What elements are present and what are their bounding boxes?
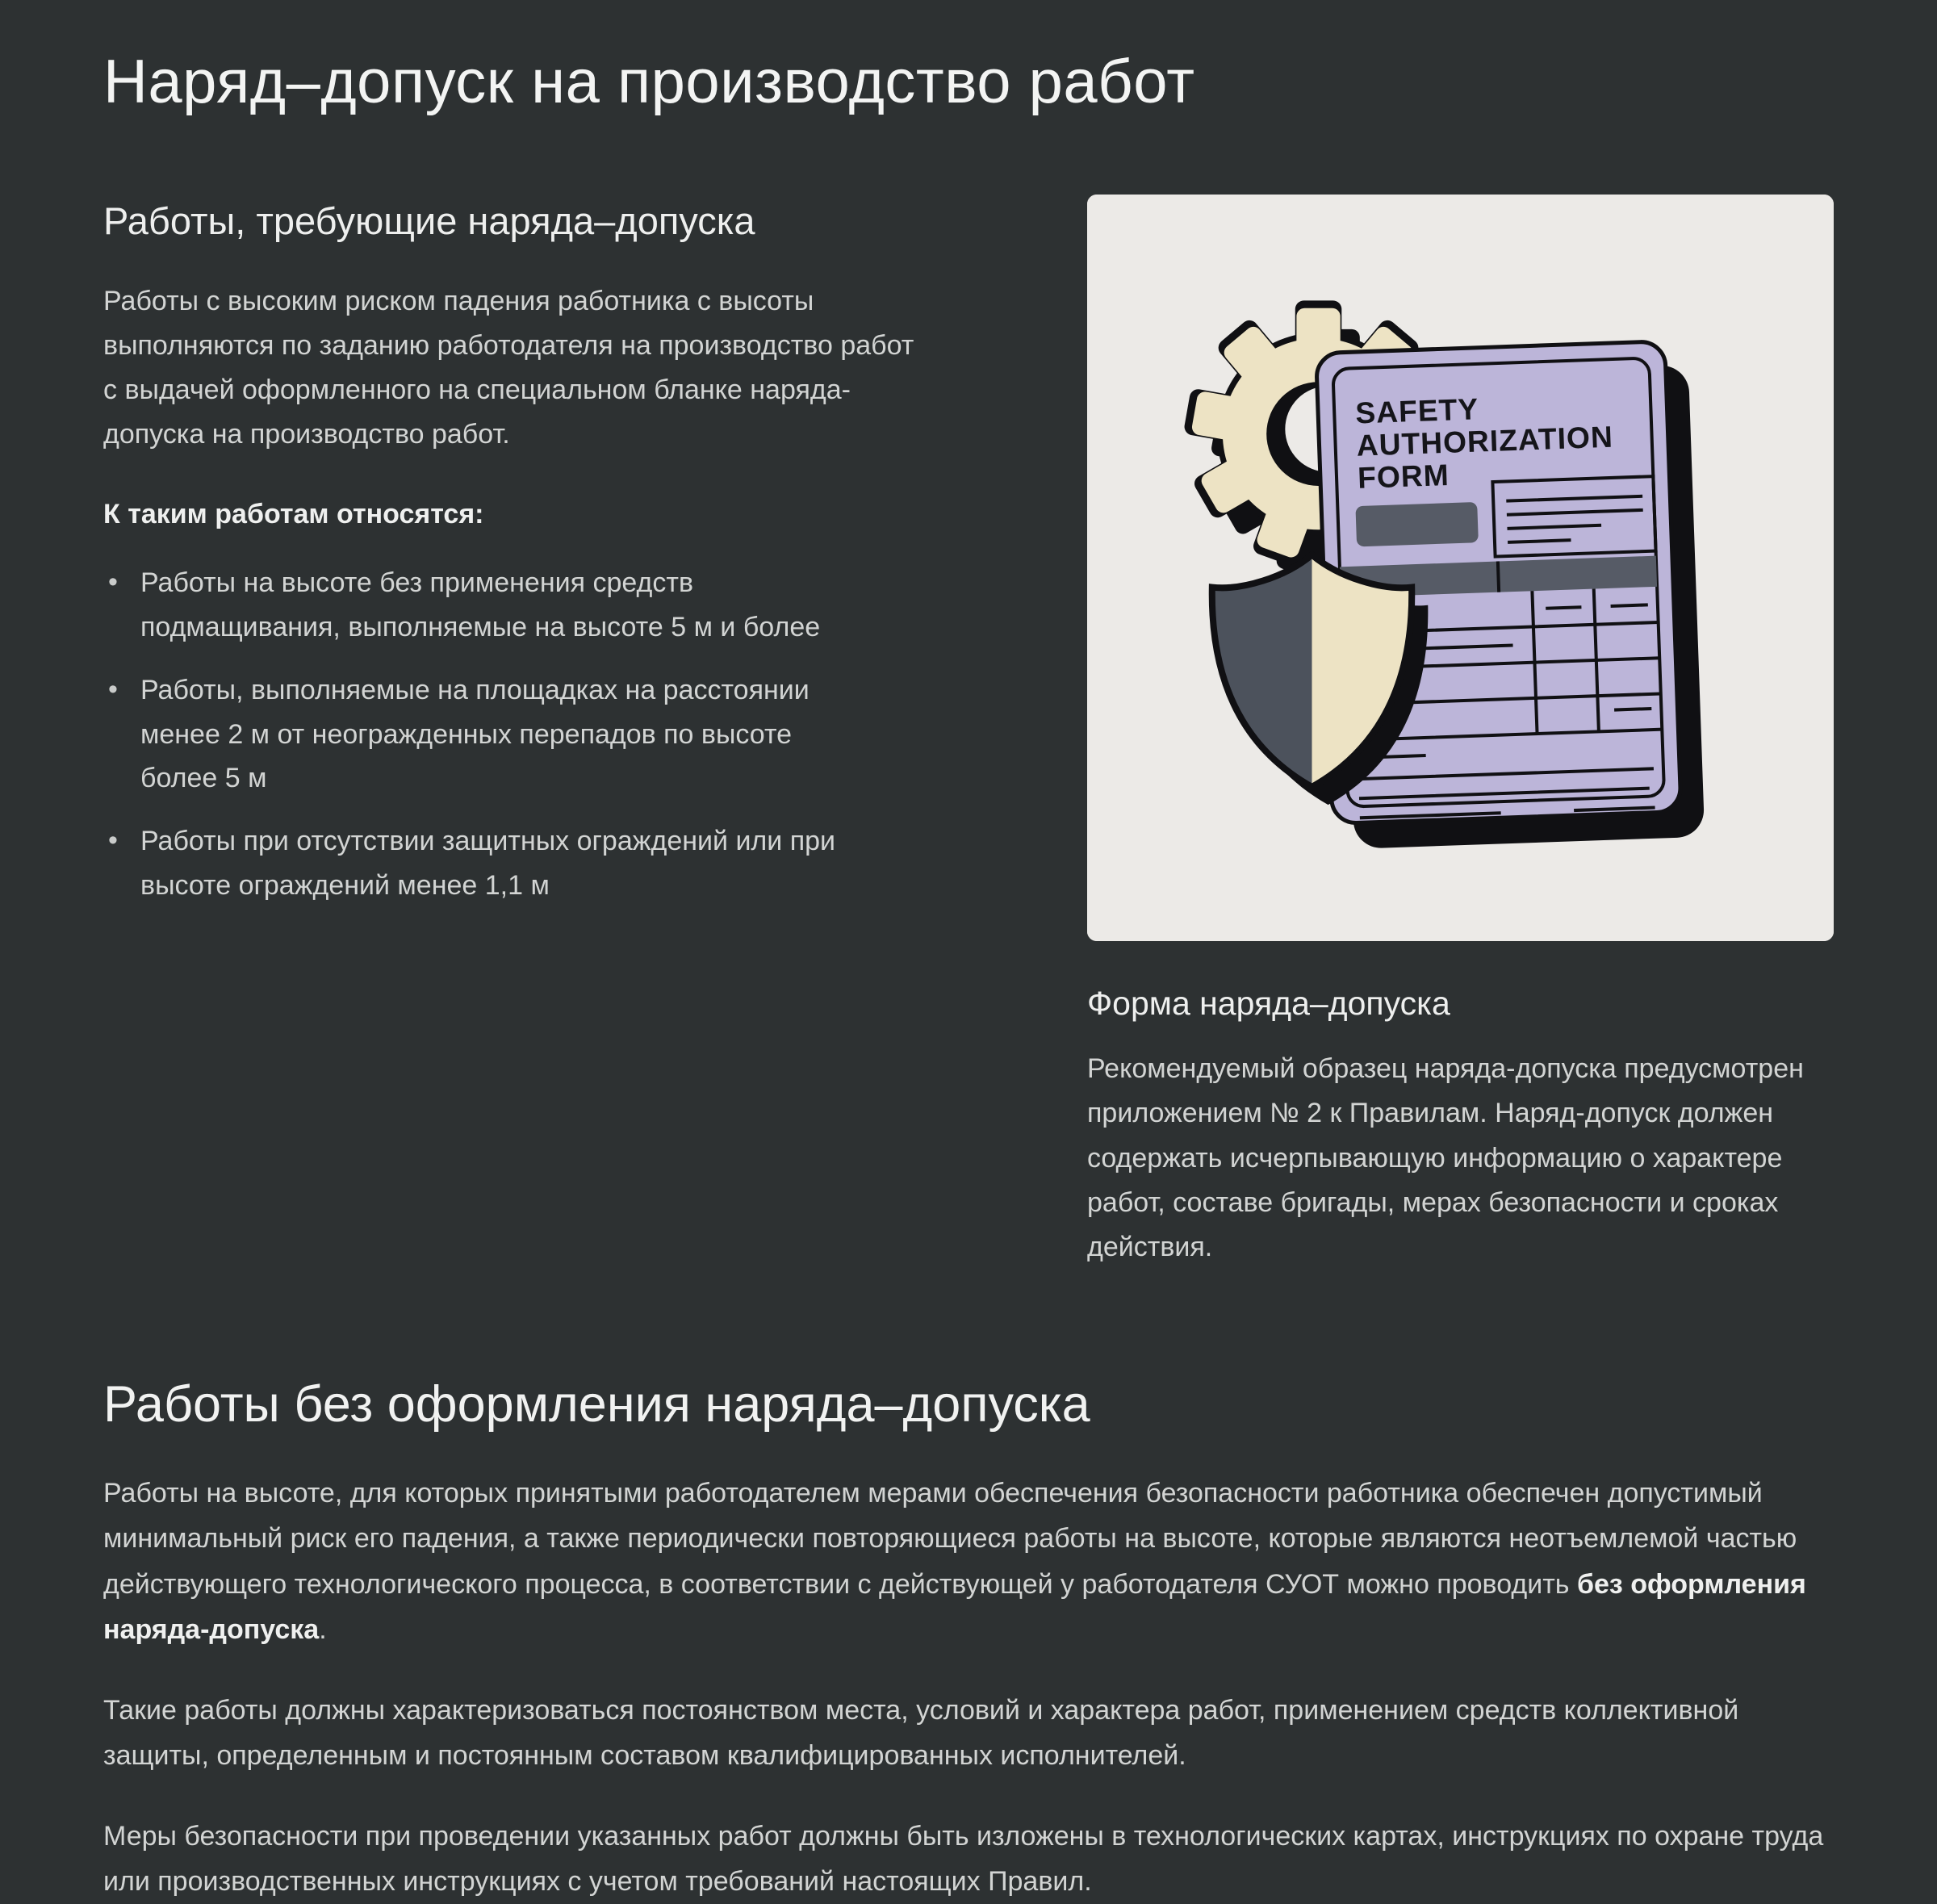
list-item: • Работы при отсутствии защитных ограждений или при высоте ограждений менее 1,1 м xyxy=(103,819,872,907)
section-heading: Работы без оформления наряда–допуска xyxy=(103,1375,1090,1433)
paragraph-text: Работы на высоте, для которых принятыми работодателем мерами обеспечения безопасности работника обеспечен допустимый минимальный риск его падения, а также периодически повторяющиеся работы на высоте, которые являются неотъемлемой частью действующего технологического процесса, в соответствии с действующей у работодателя СУОТ можно проводить xyxy=(103,1478,1797,1600)
figure-caption: Форма наряда–допуска xyxy=(1087,985,1450,1023)
form-field-dark xyxy=(1355,502,1478,547)
intro-paragraph: Работы с высоким риском падения работника с высоты выполняются по заданию работодателя на производство работ с выдачей оформленного на специальном бланке наряда-допуска на производство работ. xyxy=(103,286,914,450)
list-label: К таким работам относятся: xyxy=(103,499,484,530)
figure-description: Рекомендуемый образец наряда-допуска предусмотрен приложением № 2 к Правилам. Наряд-допуск должен содержать исчерпывающую информацию о характере работ, составе бригады, мерах безопасности и сроках действия. xyxy=(1087,1053,1804,1262)
paragraph-text: . xyxy=(319,1613,327,1645)
list-item: • Работы на высоте без применения средств подмащивания, выполняемые на высоте 5 м и более xyxy=(103,561,872,649)
page-title: Наряд–допуск на производство работ xyxy=(103,48,1195,116)
form-title-line: AUTHORIZATION xyxy=(1356,420,1614,463)
paragraph-bold-text: без оформления наряда-допуска xyxy=(103,1568,1806,1645)
list-item: • Работы, выполняемые на площадках на расстоянии менее 2 м от неогражденных перепадов по высоте более 5 м xyxy=(103,668,872,800)
top-section xyxy=(103,195,1834,1296)
section-no-permit xyxy=(103,1375,1834,1904)
left-column xyxy=(103,195,991,907)
illustration-card xyxy=(1087,195,1834,941)
figure-column xyxy=(1087,195,1834,1296)
paragraph xyxy=(103,1471,1834,1651)
paragraph: Такие работы должны характеризоваться постоянством места, условий и характера работ, применением средств коллективной защиты, определенным и постоянным составом квалифицированных исполнителей. xyxy=(103,1694,1739,1771)
form-title-line: SAFETY xyxy=(1354,391,1479,430)
form-title-line: FORM xyxy=(1357,458,1450,496)
left-heading: Работы, требующие наряда–допуска xyxy=(103,199,755,243)
bullet-list xyxy=(103,561,991,907)
paragraph: Меры безопасности при проведении указанных работ должны быть изложены в технологических картах, инструкциях по охране труда или производственных инструкциях с учетом требований настоящих Правил. xyxy=(103,1820,1824,1898)
safety-form-illustration xyxy=(1087,195,1834,941)
